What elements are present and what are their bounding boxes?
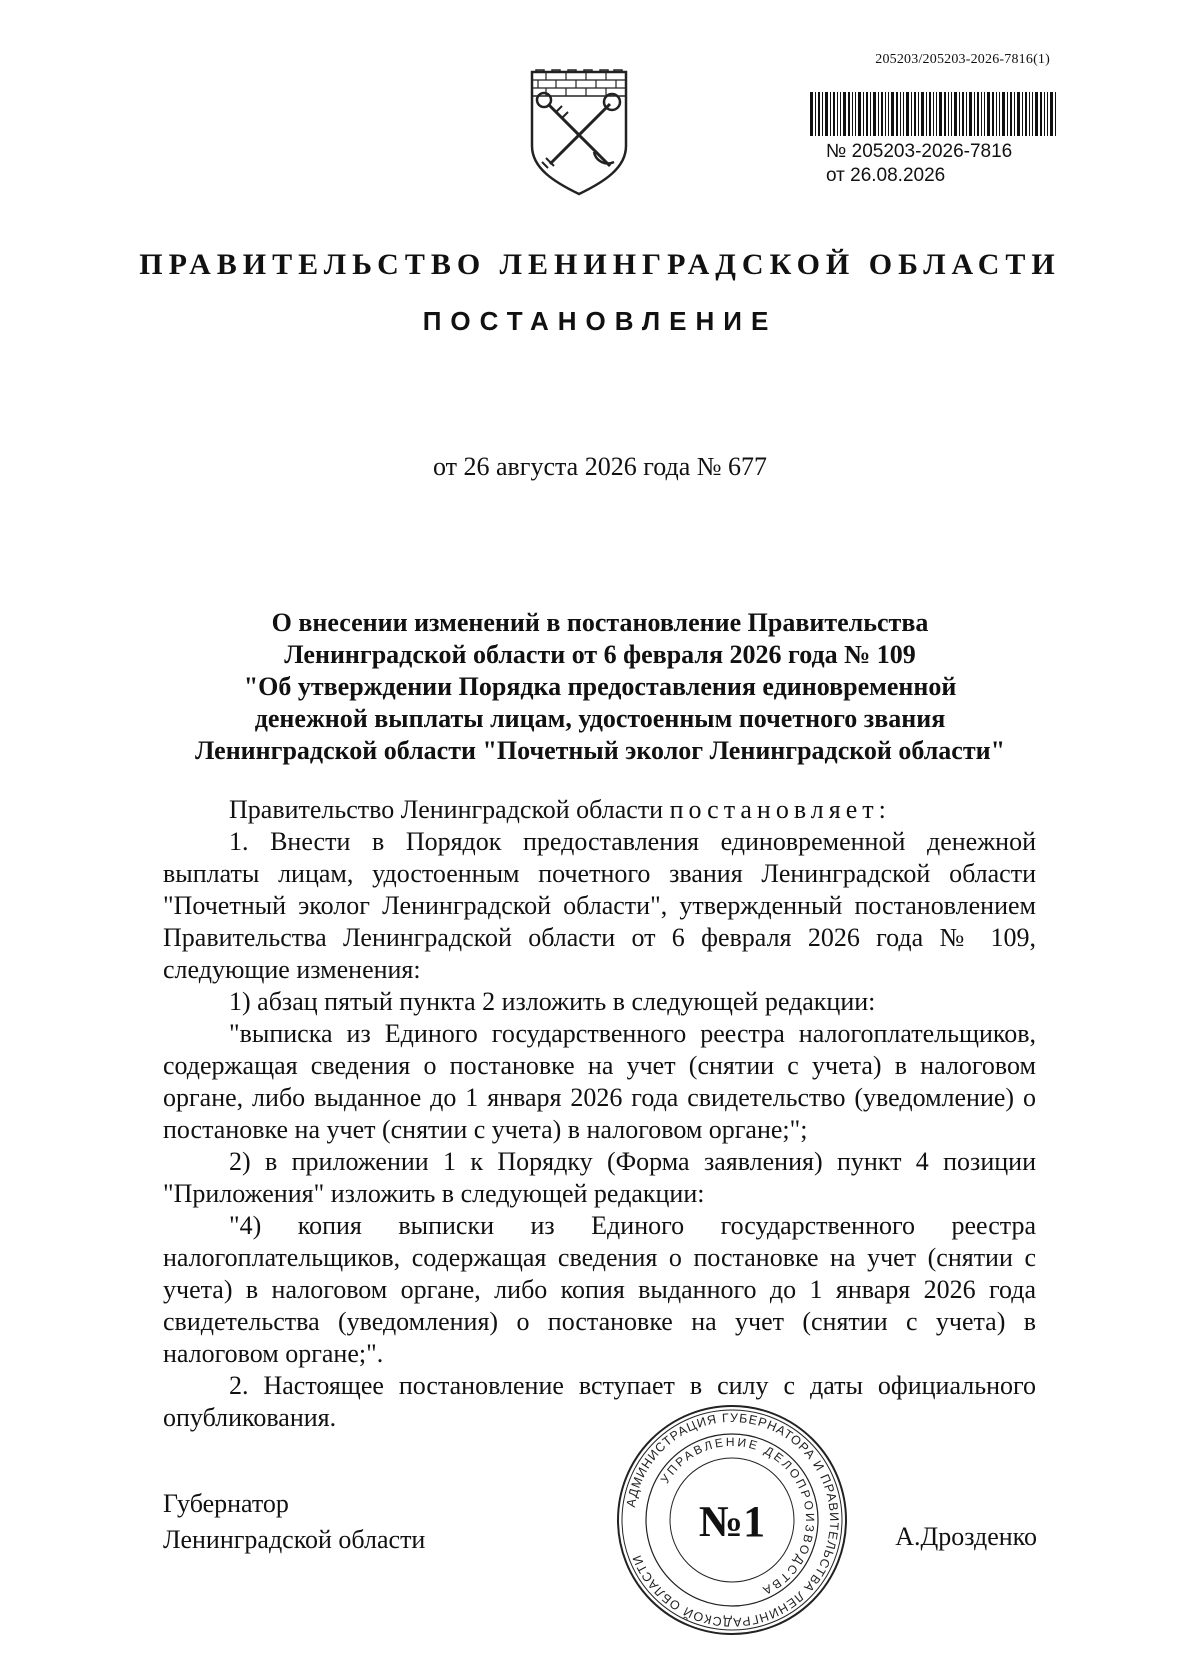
signatory-position xyxy=(163,1486,425,1558)
subject-line: "Об утверждении Порядка предоставления единовременной xyxy=(243,672,957,701)
subject-line: Ленинградской области "Почетный эколог Ленинградской области" xyxy=(194,736,1006,765)
subject-line: денежной выплаты лицам, удостоенным почетного звания xyxy=(254,704,946,733)
seal-number: №1 xyxy=(698,1497,766,1546)
seal-ring-text: АДМИНИСТРАЦИЯ ГУБЕРНАТОРА И ПРАВИТЕЛЬСТВА ЛЕНИНГРАДСКОЙ ОБЛАСТИ xyxy=(623,1410,842,1630)
preamble xyxy=(163,794,1036,826)
document-subject xyxy=(160,607,1040,767)
document-date-number: от 26 августа 2026 года № 677 xyxy=(432,452,768,481)
signatory-position-line: Губернатор xyxy=(163,1489,289,1518)
document-code: 205203/205203-2026-7816(1) xyxy=(875,52,1050,67)
paragraph-1-item-2: 2) в приложении 1 к Порядку (Форма заявления) пункт 4 позиции "Приложения" изложить в следующей редакции: xyxy=(163,1147,1036,1208)
subject-line: Ленинградской области от 6 февраля 2026 года № 109 xyxy=(284,640,916,669)
paragraph-1-item-1: 1) абзац пятый пункта 2 изложить в следующей редакции: xyxy=(229,987,876,1016)
registration-number: № 205203-2026-7816 xyxy=(826,141,1013,162)
document-type: ПОСТАНОВЛЕНИЕ xyxy=(422,306,778,336)
document-body xyxy=(163,794,1036,1434)
paragraph-1-item-2-text: "4) копия выписки из Единого государственного реестра налогоплательщиков, содержащая сведения о постановке на учет (снятии с учета) в налоговом органе, либо копия выданного до 1 января 2026 года свидетельства (уведомления) о постановке на учет (снятии с учета) в налоговом органе;". xyxy=(163,1211,1036,1368)
preamble-prefix: Правительство Ленинградской области xyxy=(229,795,664,824)
official-seal-icon xyxy=(614,1402,850,1638)
signatory-name: А.Дрозденко xyxy=(895,1522,1037,1551)
paragraph-1-item-1-text: "выписка из Единого государственного реестра налогоплательщиков, содержащая сведения о постановке на учет (снятии с учета) в налоговом органе, либо выданное до 1 января 2026 года свидетельство (уведомление) о постановке на учет (снятии с учета) в налоговом органе;"; xyxy=(163,1019,1036,1144)
preamble-verb: постановляет: xyxy=(669,795,891,824)
paragraph-1: 1. Внести в Порядок предоставления единовременной денежной выплаты лицам, удостоенным почетного звания Ленинградской области "Почетный эколог Ленинградской области", утвержденный постановлением Правительства Ленинградской области от 6 февраля 2026 года № 109, следующие изменения: xyxy=(163,827,1036,984)
registration-block xyxy=(826,140,1012,188)
barcode-icon xyxy=(810,92,1056,136)
subject-line: О внесении изменений в постановление Правительства xyxy=(271,608,929,637)
signatory-position-line: Ленинградской области xyxy=(163,1525,426,1554)
paragraph-2: 2. Настоящее постановление вступает в силу с даты официального опубликования. xyxy=(163,1371,1036,1432)
seal-inner-text: УПРАВЛЕНИЕ ДЕЛОПРОИЗВОДСТВА xyxy=(657,1434,818,1599)
government-title: ПРАВИТЕЛЬСТВО ЛЕНИНГРАДСКОЙ ОБЛАСТИ xyxy=(139,248,1061,281)
registration-date: от 26.08.2026 xyxy=(826,165,946,186)
coat-of-arms-icon xyxy=(524,68,634,196)
